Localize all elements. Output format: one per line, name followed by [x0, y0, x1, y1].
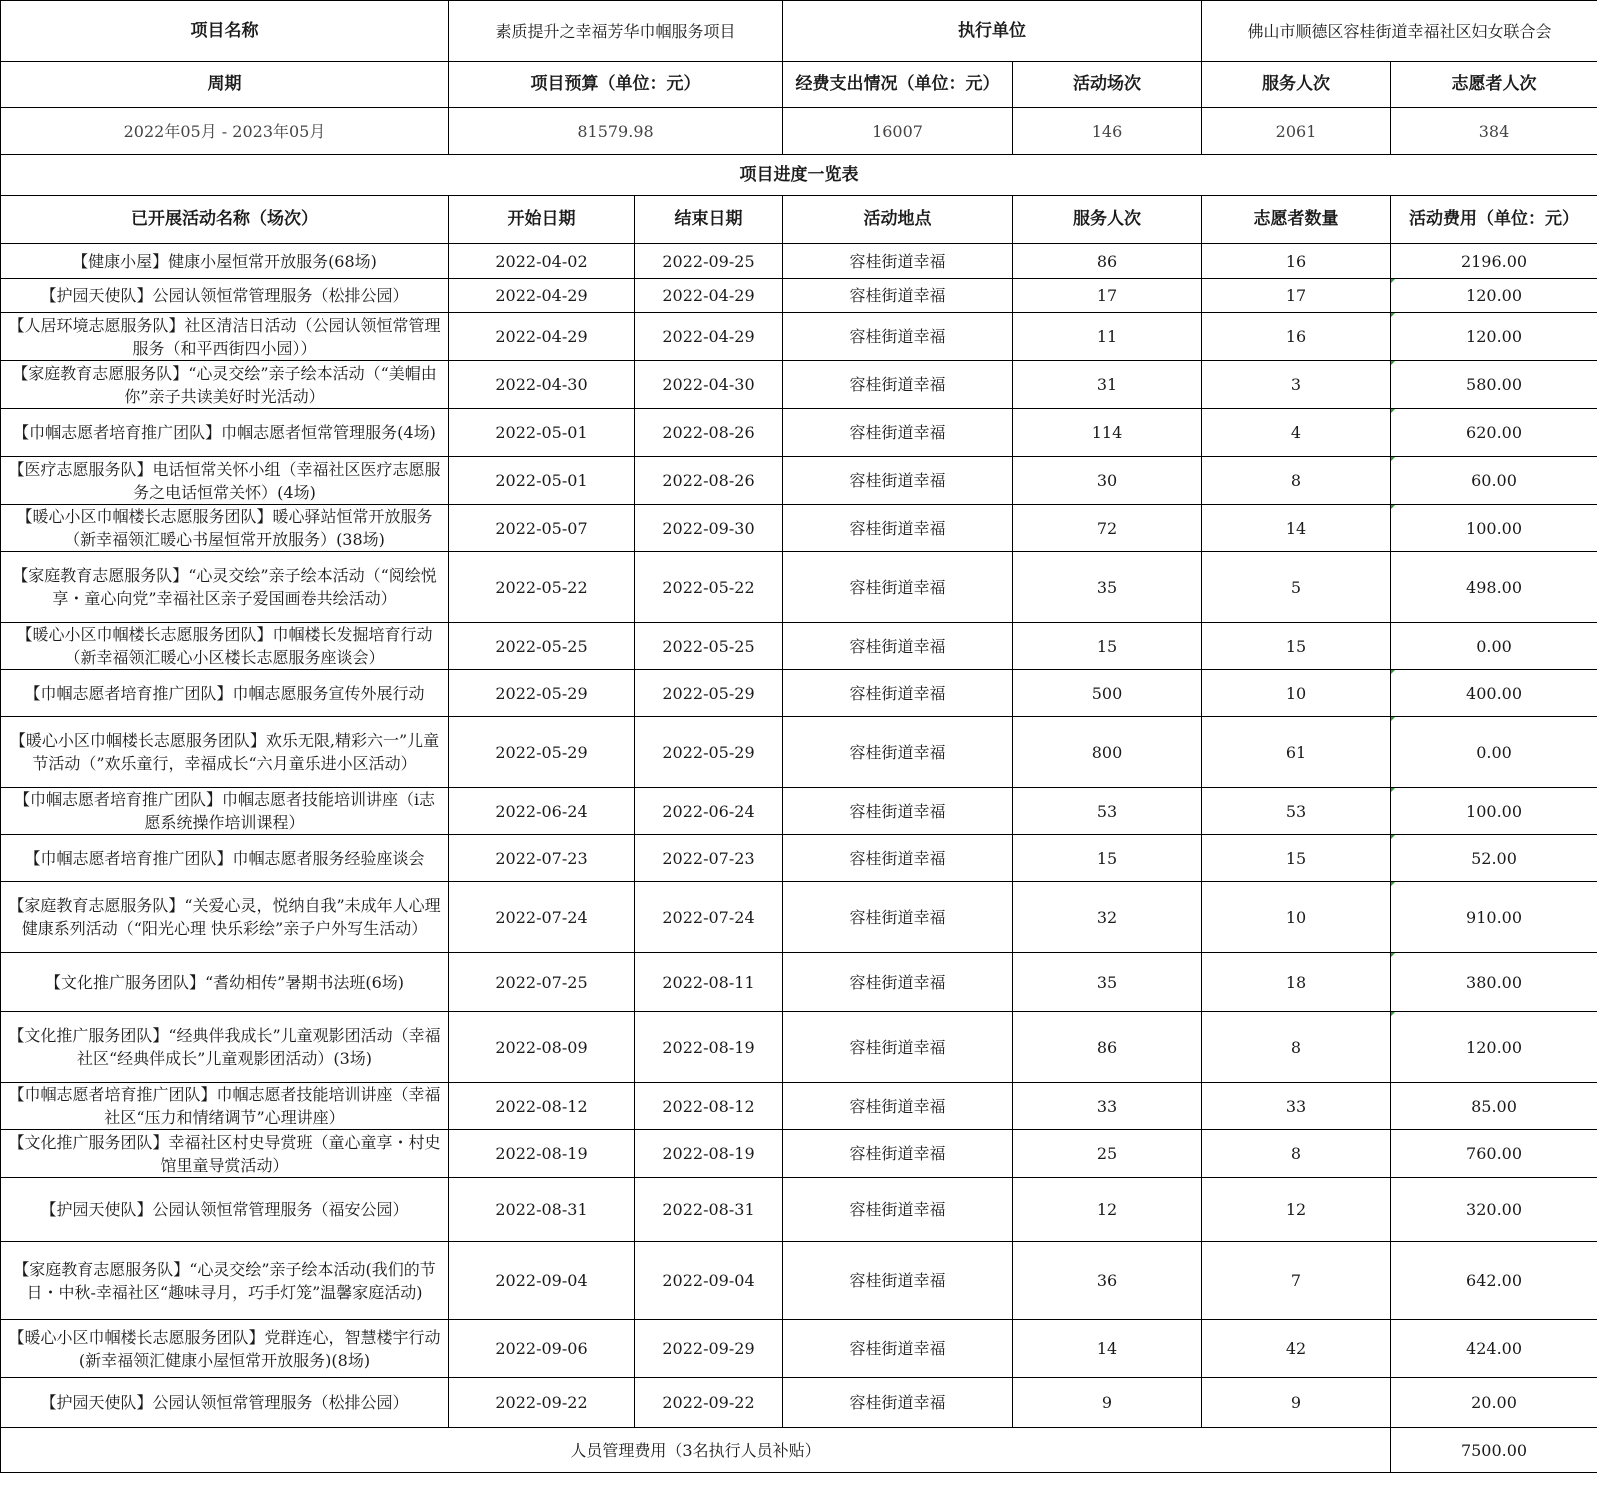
cell-volunteers: 8	[1202, 1130, 1391, 1178]
cell-service: 25	[1013, 1130, 1202, 1178]
cell-service: 15	[1013, 835, 1202, 882]
cell-start: 2022-04-29	[449, 313, 635, 361]
cell-place: 容桂街道幸福	[783, 1378, 1013, 1428]
cell-end: 2022-08-26	[635, 457, 783, 505]
cell-cost: 0.00	[1391, 623, 1597, 670]
progress-title: 项目进度一览表	[1, 155, 1597, 196]
expense-value: 16007	[783, 108, 1013, 155]
cell-cost: 120.00	[1391, 279, 1597, 313]
cell-cost: 380.00	[1391, 953, 1597, 1012]
cell-start: 2022-04-02	[449, 244, 635, 279]
cell-volunteers: 18	[1202, 953, 1391, 1012]
col-cost: 活动费用（单位：元）	[1391, 196, 1597, 244]
cell-name: 【健康小屋】健康小屋恒常开放服务(68场)	[1, 244, 449, 279]
table-row	[1, 670, 1597, 717]
cell-volunteers: 10	[1202, 882, 1391, 953]
cell-service: 31	[1013, 361, 1202, 409]
cell-name: 【家庭教育志愿服务队】“心灵交绘”亲子绘本活动(我们的节日・中秋-幸福社区“趣味寻月，巧手灯笼”温馨家庭活动)	[1, 1242, 449, 1320]
cell-cost: 620.00	[1391, 409, 1597, 457]
cell-place: 容桂街道幸福	[783, 1320, 1013, 1378]
cell-start: 2022-07-25	[449, 953, 635, 1012]
period-value: 2022年05月 - 2023年05月	[1, 108, 449, 155]
cell-start: 2022-09-06	[449, 1320, 635, 1378]
col-volunteers: 志愿者数量	[1202, 196, 1391, 244]
sessions-value: 146	[1013, 108, 1202, 155]
footer-label: 人员管理费用（3名执行人员补贴）	[1, 1428, 1391, 1473]
cell-end: 2022-08-19	[635, 1130, 783, 1178]
cell-name: 【家庭教育志愿服务队】“心灵交绘”亲子绘本活动（“美帽由你”亲子共读美好时光活动）	[1, 361, 449, 409]
table-row	[1, 788, 1597, 835]
cell-place: 容桂街道幸福	[783, 1242, 1013, 1320]
cell-cost: 642.00	[1391, 1242, 1597, 1320]
expense-label: 经费支出情况（单位：元）	[783, 62, 1013, 108]
cell-cost: 320.00	[1391, 1178, 1597, 1242]
cell-place: 容桂街道幸福	[783, 244, 1013, 279]
cell-volunteers: 15	[1202, 835, 1391, 882]
cell-volunteers: 10	[1202, 670, 1391, 717]
table-row	[1, 882, 1597, 953]
table-row	[1, 552, 1597, 623]
cell-cost: 760.00	[1391, 1130, 1597, 1178]
summary-header-row	[1, 62, 1597, 108]
cell-name: 【医疗志愿服务队】电话恒常关怀小组（幸福社区医疗志愿服务之电话恒常关怀）(4场)	[1, 457, 449, 505]
table-row	[1, 953, 1597, 1012]
table-row	[1, 717, 1597, 788]
cell-cost: 100.00	[1391, 505, 1597, 552]
cell-end: 2022-09-25	[635, 244, 783, 279]
table-row	[1, 1242, 1597, 1320]
cell-start: 2022-05-29	[449, 717, 635, 788]
cell-place: 容桂街道幸福	[783, 670, 1013, 717]
cell-start: 2022-09-04	[449, 1242, 635, 1320]
cell-end: 2022-04-30	[635, 361, 783, 409]
cell-place: 容桂街道幸福	[783, 361, 1013, 409]
cell-volunteers: 9	[1202, 1378, 1391, 1428]
cell-volunteers: 7	[1202, 1242, 1391, 1320]
cell-name: 【巾帼志愿者培育推广团队】巾帼志愿服务宣传外展行动	[1, 670, 449, 717]
cell-end: 2022-07-23	[635, 835, 783, 882]
cell-place: 容桂街道幸福	[783, 457, 1013, 505]
cell-volunteers: 42	[1202, 1320, 1391, 1378]
cell-place: 容桂街道幸福	[783, 835, 1013, 882]
cell-service: 9	[1013, 1378, 1202, 1428]
cell-start: 2022-08-19	[449, 1130, 635, 1178]
cell-end: 2022-06-24	[635, 788, 783, 835]
cell-cost: 0.00	[1391, 717, 1597, 788]
cell-cost: 100.00	[1391, 788, 1597, 835]
cell-service: 11	[1013, 313, 1202, 361]
header-row	[1, 1, 1597, 62]
cell-end: 2022-05-29	[635, 670, 783, 717]
cell-end: 2022-05-29	[635, 717, 783, 788]
cell-place: 容桂街道幸福	[783, 409, 1013, 457]
cell-end: 2022-09-29	[635, 1320, 783, 1378]
cell-volunteers: 15	[1202, 623, 1391, 670]
col-activity-name: 已开展活动名称（场次）	[1, 196, 449, 244]
cell-cost: 120.00	[1391, 1012, 1597, 1083]
cell-cost: 85.00	[1391, 1083, 1597, 1130]
cell-service: 15	[1013, 623, 1202, 670]
cell-service: 35	[1013, 552, 1202, 623]
cell-service: 114	[1013, 409, 1202, 457]
cell-name: 【暖心小区巾帼楼长志愿服务团队】欢乐无限,精彩六一”儿童节活动（”欢乐童行，幸福成长“六月童乐进小区活动）	[1, 717, 449, 788]
cell-cost: 60.00	[1391, 457, 1597, 505]
table-row	[1, 1320, 1597, 1378]
cell-start: 2022-05-01	[449, 457, 635, 505]
volunteer-value: 384	[1391, 108, 1597, 155]
cell-volunteers: 5	[1202, 552, 1391, 623]
cell-service: 72	[1013, 505, 1202, 552]
cell-service: 53	[1013, 788, 1202, 835]
cell-cost: 52.00	[1391, 835, 1597, 882]
cell-name: 【护园天使队】公园认领恒常管理服务（松排公园）	[1, 1378, 449, 1428]
cell-place: 容桂街道幸福	[783, 1178, 1013, 1242]
cell-volunteers: 8	[1202, 1012, 1391, 1083]
cell-start: 2022-07-23	[449, 835, 635, 882]
table-row	[1, 623, 1597, 670]
cell-end: 2022-09-22	[635, 1378, 783, 1428]
col-service: 服务人次	[1013, 196, 1202, 244]
cell-cost: 120.00	[1391, 313, 1597, 361]
cell-end: 2022-04-29	[635, 313, 783, 361]
footer-amount: 7500.00	[1391, 1428, 1597, 1473]
executor-label: 执行单位	[783, 1, 1202, 62]
cell-cost: 580.00	[1391, 361, 1597, 409]
cell-end: 2022-08-19	[635, 1012, 783, 1083]
cell-place: 容桂街道幸福	[783, 623, 1013, 670]
budget-value: 81579.98	[449, 108, 783, 155]
cell-place: 容桂街道幸福	[783, 882, 1013, 953]
table-row	[1, 313, 1597, 361]
footer-row	[1, 1428, 1597, 1473]
cell-name: 【护园天使队】公园认领恒常管理服务（松排公园）	[1, 279, 449, 313]
cell-volunteers: 16	[1202, 244, 1391, 279]
cell-place: 容桂街道幸福	[783, 552, 1013, 623]
cell-volunteers: 4	[1202, 409, 1391, 457]
table-row	[1, 1178, 1597, 1242]
cell-name: 【文化推广服务团队】“经典伴我成长”儿童观影团活动（幸福社区“经典伴成长”儿童观影团活动）(3场)	[1, 1012, 449, 1083]
cell-volunteers: 16	[1202, 313, 1391, 361]
cell-volunteers: 8	[1202, 457, 1391, 505]
cell-end: 2022-08-31	[635, 1178, 783, 1242]
cell-end: 2022-08-11	[635, 953, 783, 1012]
cell-name: 【家庭教育志愿服务队】“关爱心灵，悦纳自我”未成年人心理健康系列活动（“阳光心理 快乐彩绘”亲子户外写生活动）	[1, 882, 449, 953]
cell-name: 【暖心小区巾帼楼长志愿服务团队】党群连心，智慧楼宇行动(新幸福领汇健康小屋恒常开放服务)(8场)	[1, 1320, 449, 1378]
progress-columns-row	[1, 196, 1597, 244]
cell-name: 【家庭教育志愿服务队】“心灵交绘”亲子绘本活动（“阅绘悦享・童心向党”幸福社区亲子爱国画卷共绘活动）	[1, 552, 449, 623]
volunteer-label: 志愿者人次	[1391, 62, 1597, 108]
cell-place: 容桂街道幸福	[783, 1012, 1013, 1083]
cell-volunteers: 14	[1202, 505, 1391, 552]
cell-place: 容桂街道幸福	[783, 505, 1013, 552]
cell-name: 【暖心小区巾帼楼长志愿服务团队】巾帼楼长发掘培育行动（新幸福领汇暖心小区楼长志愿服务座谈会）	[1, 623, 449, 670]
cell-place: 容桂街道幸福	[783, 788, 1013, 835]
cell-name: 【巾帼志愿者培育推广团队】巾帼志愿者服务经验座谈会	[1, 835, 449, 882]
col-end-date: 结束日期	[635, 196, 783, 244]
table-row	[1, 279, 1597, 313]
cell-start: 2022-06-24	[449, 788, 635, 835]
cell-end: 2022-08-26	[635, 409, 783, 457]
cell-place: 容桂街道幸福	[783, 1083, 1013, 1130]
cell-start: 2022-05-25	[449, 623, 635, 670]
cell-place: 容桂街道幸福	[783, 313, 1013, 361]
sessions-label: 活动场次	[1013, 62, 1202, 108]
cell-end: 2022-08-12	[635, 1083, 783, 1130]
table-row	[1, 457, 1597, 505]
cell-service: 800	[1013, 717, 1202, 788]
cell-start: 2022-09-22	[449, 1378, 635, 1428]
table-row	[1, 1012, 1597, 1083]
service-label: 服务人次	[1202, 62, 1391, 108]
cell-start: 2022-05-22	[449, 552, 635, 623]
cell-service: 86	[1013, 1012, 1202, 1083]
table-row	[1, 361, 1597, 409]
table-row	[1, 244, 1597, 279]
cell-volunteers: 61	[1202, 717, 1391, 788]
cell-end: 2022-09-30	[635, 505, 783, 552]
cell-end: 2022-04-29	[635, 279, 783, 313]
cell-cost: 910.00	[1391, 882, 1597, 953]
cell-end: 2022-05-25	[635, 623, 783, 670]
cell-name: 【暖心小区巾帼楼长志愿服务团队】暖心驿站恒常开放服务（新幸福领汇暖心书屋恒常开放服务）(38场)	[1, 505, 449, 552]
cell-cost: 498.00	[1391, 552, 1597, 623]
cell-start: 2022-05-01	[449, 409, 635, 457]
cell-volunteers: 53	[1202, 788, 1391, 835]
cell-cost: 400.00	[1391, 670, 1597, 717]
cell-name: 【护园天使队】公园认领恒常管理服务（福安公园）	[1, 1178, 449, 1242]
cell-start: 2022-07-24	[449, 882, 635, 953]
cell-name: 【巾帼志愿者培育推广团队】巾帼志愿者恒常管理服务(4场)	[1, 409, 449, 457]
col-place: 活动地点	[783, 196, 1013, 244]
table-row	[1, 1378, 1597, 1428]
cell-service: 35	[1013, 953, 1202, 1012]
cell-cost: 20.00	[1391, 1378, 1597, 1428]
cell-place: 容桂街道幸福	[783, 1130, 1013, 1178]
project-name-label: 项目名称	[1, 1, 449, 62]
cell-cost: 2196.00	[1391, 244, 1597, 279]
cell-start: 2022-08-09	[449, 1012, 635, 1083]
cell-start: 2022-05-29	[449, 670, 635, 717]
cell-cost: 424.00	[1391, 1320, 1597, 1378]
cell-volunteers: 17	[1202, 279, 1391, 313]
table-row	[1, 1083, 1597, 1130]
cell-service: 32	[1013, 882, 1202, 953]
cell-name: 【人居环境志愿服务队】社区清洁日活动（公园认领恒常管理服务（和平西街四小园））	[1, 313, 449, 361]
cell-volunteers: 12	[1202, 1178, 1391, 1242]
cell-start: 2022-05-07	[449, 505, 635, 552]
project-name: 素质提升之幸福芳华巾帼服务项目	[449, 1, 783, 62]
budget-label: 项目预算（单位：元）	[449, 62, 783, 108]
cell-service: 30	[1013, 457, 1202, 505]
table-row	[1, 409, 1597, 457]
summary-values-row	[1, 108, 1597, 155]
cell-start: 2022-08-31	[449, 1178, 635, 1242]
cell-place: 容桂街道幸福	[783, 953, 1013, 1012]
cell-name: 【文化推广服务团队】幸福社区村史导赏班（童心童享・村史馆里童导赏活动）	[1, 1130, 449, 1178]
cell-service: 36	[1013, 1242, 1202, 1320]
cell-place: 容桂街道幸福	[783, 717, 1013, 788]
cell-service: 14	[1013, 1320, 1202, 1378]
cell-start: 2022-04-30	[449, 361, 635, 409]
service-value: 2061	[1202, 108, 1391, 155]
cell-start: 2022-04-29	[449, 279, 635, 313]
cell-service: 17	[1013, 279, 1202, 313]
progress-title-row	[1, 155, 1597, 196]
table-row	[1, 1130, 1597, 1178]
cell-name: 【文化推广服务团队】“耆幼相传”暑期书法班(6场)	[1, 953, 449, 1012]
period-label: 周期	[1, 62, 449, 108]
col-start-date: 开始日期	[449, 196, 635, 244]
table-row	[1, 505, 1597, 552]
cell-start: 2022-08-12	[449, 1083, 635, 1130]
cell-volunteers: 33	[1202, 1083, 1391, 1130]
cell-end: 2022-05-22	[635, 552, 783, 623]
cell-volunteers: 3	[1202, 361, 1391, 409]
cell-end: 2022-07-24	[635, 882, 783, 953]
cell-place: 容桂街道幸福	[783, 279, 1013, 313]
cell-service: 33	[1013, 1083, 1202, 1130]
cell-name: 【巾帼志愿者培育推广团队】巾帼志愿者技能培训讲座（i志愿系统操作培训课程）	[1, 788, 449, 835]
executor: 佛山市顺德区容桂街道幸福社区妇女联合会	[1202, 1, 1597, 62]
cell-service: 500	[1013, 670, 1202, 717]
table-row	[1, 835, 1597, 882]
cell-name: 【巾帼志愿者培育推广团队】巾帼志愿者技能培训讲座（幸福社区“压力和情绪调节”心理讲座）	[1, 1083, 449, 1130]
cell-service: 12	[1013, 1178, 1202, 1242]
cell-end: 2022-09-04	[635, 1242, 783, 1320]
cell-service: 86	[1013, 244, 1202, 279]
